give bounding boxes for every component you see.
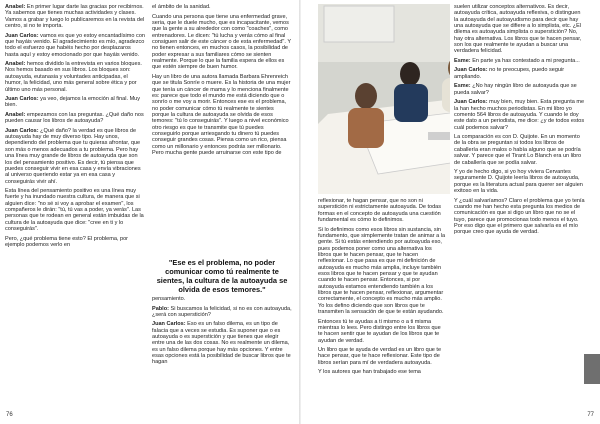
paragraph	[152, 306, 292, 319]
speaker-name: Juan Carlos:	[5, 32, 39, 39]
paragraph	[152, 296, 292, 302]
right-column-1	[318, 198, 446, 414]
paragraph-text: Cuando una persona que tiene una enfermedad grave, seria, que le duele mucho, que es incapacitante, vemos que la gente a su alrededor con como "coaches", como entrenadores. Le dicen: "tú lucha y verás cómo al final consiguen salir de este cáncer o de esta enfermedad". Y no tienen entonces, en muchos casos, la posibilidad de poder expresar a sus familiares cómo se sienten realmente. Porque lo que la familia espera de ellos es que estén siempre de buen humor.	[152, 13, 291, 71]
paragraph-text: pensamiento.	[152, 296, 186, 302]
paragraph	[5, 33, 145, 58]
speaker-name: Juan Carlos:	[454, 99, 488, 106]
paragraph	[5, 188, 145, 232]
paragraph	[318, 198, 446, 223]
paragraph	[454, 198, 586, 236]
paragraph-text: Esta línea del pensamiento positivo es una línea muy fuerte y ha inundado nuestra cultura, de manera que si alguien dice: "no sé si voy a aprobar el examen", los compañeros le dirán: "tú, tú vas a poder, ya verás". Las personas que te rodean en general están imbuidas de la cultura de la autoayuda que dice: "cree en ti y lo conseguirás".	[5, 188, 144, 233]
page-number-right: 77	[587, 412, 594, 418]
left-column-2	[152, 4, 292, 256]
speaker-name: Juan Carlos:	[152, 321, 186, 328]
paragraph	[318, 319, 446, 344]
paragraph	[5, 61, 145, 93]
speaker-name: Juan Carlos:	[454, 67, 488, 74]
paragraph-text: La comparación es con D. Quijote. En un momento de la obra se preguntan si todos los libros de caballería eran malos o había alguno que se podría salvar. Y parece que el Tirant Lo Blanch era un libro de caballería que se podía salvar.	[454, 134, 582, 166]
paragraph-text: reflexionar, te hagan pensar, que no son ni superstición ni estrictamente autoayuda. De todas formas en el concepto de autoayuda una cuestión fundamental es cómo lo definimos.	[318, 198, 442, 224]
speaker-name: Juan Carlos:	[5, 127, 39, 134]
paragraph-text: suelen utilizar conceptos alternativos. Es decir, autoayuda crítica, autoayuda reflexiva, o distinguen la autoayuda del autoayudismo para decir que hay una autoayuda que se difiere a lo simplista, etc. ¿El dilema es autoayuda simplista o superstición? No, hay otra alternativa. Los libros que te hacen pensar, son los que realmente te ayudan a buscar una verdadera felicidad.	[454, 4, 582, 55]
paragraph-text: Si buscamos la felicidad, si no es con autoayuda, ¿será con superstición?	[152, 305, 292, 318]
paragraph-text: Eso es un falso dilema, es un tipo de falacia que a veces se estudia. Es suponer que o es autoayuda o es superstición y que tienes que elegir entre una de las dos cosas. No es realmente un dilema, es un falso dilema porque hay más opciones. Y entre esas opciones está la posibilidad de buscar libros que te hagan	[152, 321, 291, 366]
paragraph-text: ya veo, dejamos la emoción al final. Muy bien.	[5, 96, 141, 109]
paragraph-text: Y los autores que han trabajado ese tema	[318, 369, 421, 376]
paragraph-text: ¿No hay ningún libro de autoayuda que se pueda salvar?	[454, 83, 577, 96]
paragraph	[5, 128, 145, 185]
paragraph-text: En primer lugar darte las gracias por recibirnos. Ya sabemos que tienes muchas actividades y clases. Vamos a grabar y luego lo publicaremos en la revista del centro, si no te importa.	[5, 4, 145, 30]
paragraph-text: el ámbito de la sanidad.	[152, 4, 211, 10]
paragraph-text: Un libro que te ayuda de verdad es un libro que te hace pensar, que te hace reflexionar. Este tipo de libros serían para mí de verdadera autoayuda.	[318, 347, 442, 366]
paragraph	[454, 67, 586, 80]
paragraph-text: vamos es que yo estoy encantadísimo con que hayáis venido. El agradecimiento es mío, agradezco todo el esfuerzo que habéis hecho por desplazaros hasta aquí y estoy emocionado por que hayáis venido.	[5, 32, 145, 58]
speaker-name: Anabel:	[5, 111, 26, 118]
speaker-name: Anabel:	[5, 61, 26, 68]
paragraph-text: ¿Qué daño? la verdad es que libros de autoayuda hay de muy diverso tipo. Hay unos, dependiendo del problema que tu quieras afrontar, que son más o menos adecuados a tu problema. Pero hay una línea muy grande de libros de autoayuda que son los del pensamiento positivo. Es decir, tú piensa que puedes conseguir vivir en esa casa y envía vibraciones al universo queriendo estar ya en esa casa y conseguirás vivir ahí.	[5, 127, 141, 185]
paragraph-text: Pero, ¿qué problema tiene esto? El problema, por ejemplo podemos verlo en	[5, 235, 129, 248]
paragraph-text: muy bien, muy bien. Esta pregunta me la han hecho muchos periodistas. En mi libro yo comento 564 libros de autoayuda. Y cuando le doy este dato a un periodista, me dice: ¿y de todos estos cuál podemos salvar?	[454, 99, 585, 131]
speaker-name: Esme:	[454, 83, 471, 90]
speaker-name: Pablo:	[152, 305, 169, 312]
left-column-2-continued	[152, 296, 292, 416]
paragraph-text: Y ¿cuál salvaríamos? Claro el problema que yo tenía cuando me han hecho esta pregunta los medios de comunicación es que si digo un libro que no se el tuyo, parece que promocionas todo menos el tuyo. Por eso digo que el primero que salvaría es el mío porque creo que ayuda de verdad.	[454, 197, 585, 236]
paragraph-text: hemos dividido la entrevista en varios bloques. Nos hemos basado en sus libros. Los bloques son: autoayuda, eutanasia y voluntades anticipadas, el humor, la felicidad, uno más general sobre ética y por último uno más personal.	[5, 61, 142, 93]
paragraph	[454, 83, 586, 96]
right-column-2	[450, 4, 586, 412]
paragraph	[318, 227, 446, 316]
paragraph	[454, 58, 586, 64]
paragraph	[454, 99, 586, 131]
speaker-name: Anabel:	[5, 4, 26, 10]
paragraph	[5, 112, 145, 125]
paragraph-text: Si lo definimos como esos libros sin sustancia, sin fundamento, que simplemente tratan de animar a la gente. Si tú estás entendiendo por autoayuda eso, pues podemos poner como una alternativa los libros que te hacen pensar, que te hacen reflexionar. Lo que pasa es que mi definición de autoayuda es mucho más amplia, incluye también esos libros que te hacen pensar y que te ayudan cuando te hacen pensar. Entonces, si por autoayuda estamos entendiendo también a los libros que te hacen pensar, reflexionar, argumentar correctamente, el concepto es mucho más amplio. Yo los defino diciendo que son libros que te transmiten la sensación de que te están ayudando.	[318, 226, 446, 316]
speaker-name: Esme:	[454, 57, 471, 64]
paragraph	[152, 321, 292, 365]
paragraph	[454, 4, 586, 55]
page-tab-marker	[584, 354, 600, 384]
paragraph	[454, 169, 586, 194]
paragraph	[5, 4, 145, 29]
paragraph-text: Entonces tú te ayudas a ti mismo o a ti misma mientras lo lees. Pero distingo entre los libros que te hacen sentir que te ayudan de los libros que te ayudan de verdad.	[318, 318, 441, 344]
paragraph	[5, 96, 145, 109]
paragraph	[454, 134, 586, 166]
page-number-left: 76	[6, 412, 13, 418]
right-page	[300, 0, 600, 424]
paragraph	[318, 369, 446, 375]
left-column-1	[5, 4, 145, 408]
paragraph	[152, 4, 292, 10]
paragraph-text: Y yo de hecho digo, si yo hoy viviera Cervantes seguramente D. Quijote leería libros de autoayuda, porque es la literatura actual para querer ser alguien exitoso en la vida.	[454, 169, 583, 195]
paragraph-text: no te preocupes, puedo seguir ampliando.	[454, 67, 565, 80]
paragraph-text: En parte ya has contestado a mi pregunta...	[470, 57, 580, 64]
paragraph	[152, 14, 292, 71]
speaker-name: Juan Carlos:	[5, 96, 39, 103]
paragraph	[5, 236, 145, 249]
paragraph	[152, 74, 292, 156]
pull-quote: "Ese es el problema, no poder comunicar como tú realmente te sientes, la cultura de la autoayuda se olvida de esos temores."	[156, 258, 288, 294]
paragraph-text: empezamos con las preguntas. ¿Qué daño nos pueden causar los libros de autoayuda?	[5, 111, 144, 125]
paragraph	[318, 347, 446, 366]
paragraph-text: Hay un libro de una autora llamada Barbara Ehrenreich que se titula Sonríe o muere. Es la historia de una mujer que tenía un cáncer de mama y lo menciona finalmente es: parece que todo el mundo me está diciendo que o sonrío o me voy a morir. Entonces ese es el problema, no poder comunicar cómo tú realmente te sientes porque la cultura de autoayuda se olvida de esos temores: "tú lo conseguirás". Y luego a nivel económico otro riesgo es que te transmite que tú puedes conseguirlo porque arriesgando tu dinero tú puedes conseguir grandes cosas. Piensa como un rico, piensa como un millonario y entonces podrás ser millonario. Pero mucha gente puede arruinarse con este tipo de	[152, 73, 291, 156]
